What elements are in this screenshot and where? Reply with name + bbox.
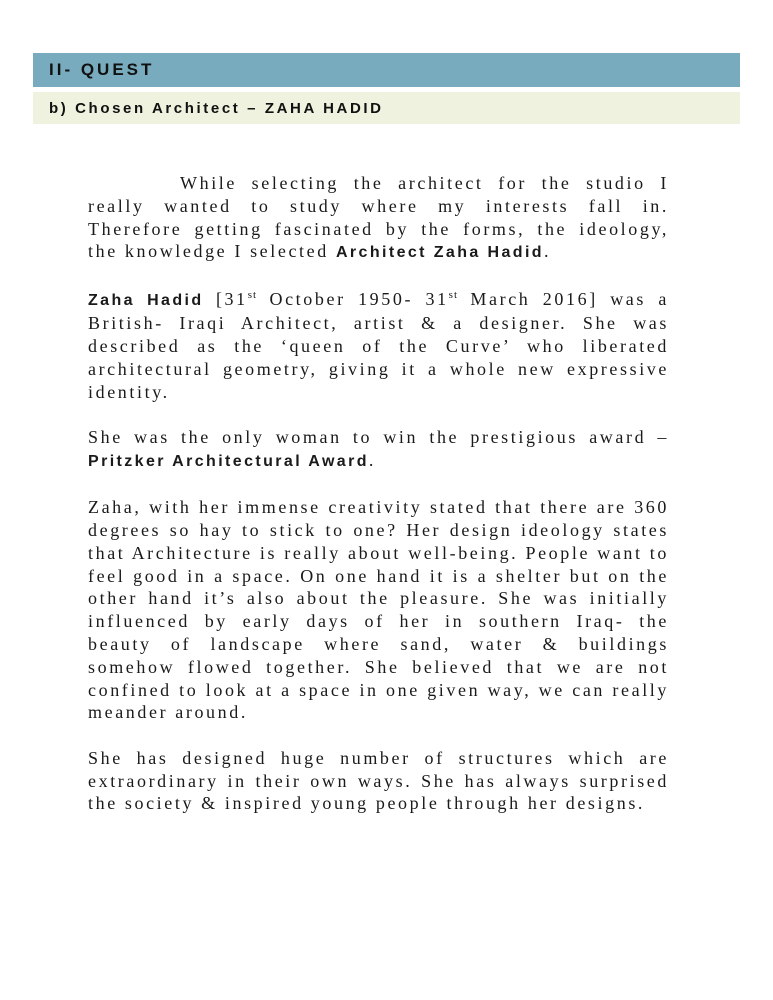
bio-date-open: [31 (203, 288, 248, 309)
subsection-title: b) Chosen Architect – ZAHA HADID (49, 99, 384, 117)
ideology-text: Zaha, with her immense creativity stated that there are 360 degrees so hay to stick to one? Her design ideology states that Architecture is really about well-being. People want to feel good in a space. On one hand it is a shelter but on the other hand it’s also about the pleasure. She was initially influenced by early days of her in southern Iraq- the beauty of landscape where sand, water & buildings somehow flowed together. She believed that we are not confined to look at a space in one given way, we can really meander around. (88, 497, 669, 723)
section-header-bar (33, 53, 740, 87)
intro-end: . (543, 241, 552, 262)
intro-text: While selecting the architect for the studio I really wanted to study where my interests fall in. Therefore getting fascinated by the forms, the ideology, the knowledge I selected (88, 173, 669, 262)
award-end: . (368, 449, 377, 470)
award-name-bold: Pritzker Architectural Award (88, 452, 369, 470)
structures-text: She has designed huge number of structures which are extraordinary in their own ways. She has always surprised the society & inspired young people through her designs. (88, 747, 669, 814)
subsection-header-bar (33, 92, 740, 124)
paragraph-biography (88, 288, 669, 404)
paragraph-structures (88, 747, 669, 815)
award-text: She was the only woman to win the prestigious award – (88, 427, 669, 448)
bio-rest: March 2016] was a British- Iraqi Architect, artist & a designer. She was described as the ‘queen of the Curve’ who liberated architectural geometry, giving it a whole new expressive identity. (88, 288, 669, 402)
bio-name-bold: Zaha Hadid (88, 291, 204, 309)
paragraph-intro (88, 172, 669, 265)
section-title: II- QUEST (49, 60, 155, 79)
bio-date-sup-1: st (247, 288, 258, 301)
bio-date-sup-2: st (448, 288, 459, 301)
paragraph-award (88, 426, 669, 474)
body-text (88, 172, 669, 838)
architect-name-bold: Architect Zaha Hadid (335, 244, 544, 262)
bio-date-mid: October 1950- 31 (257, 288, 449, 309)
paragraph-ideology (88, 496, 669, 724)
